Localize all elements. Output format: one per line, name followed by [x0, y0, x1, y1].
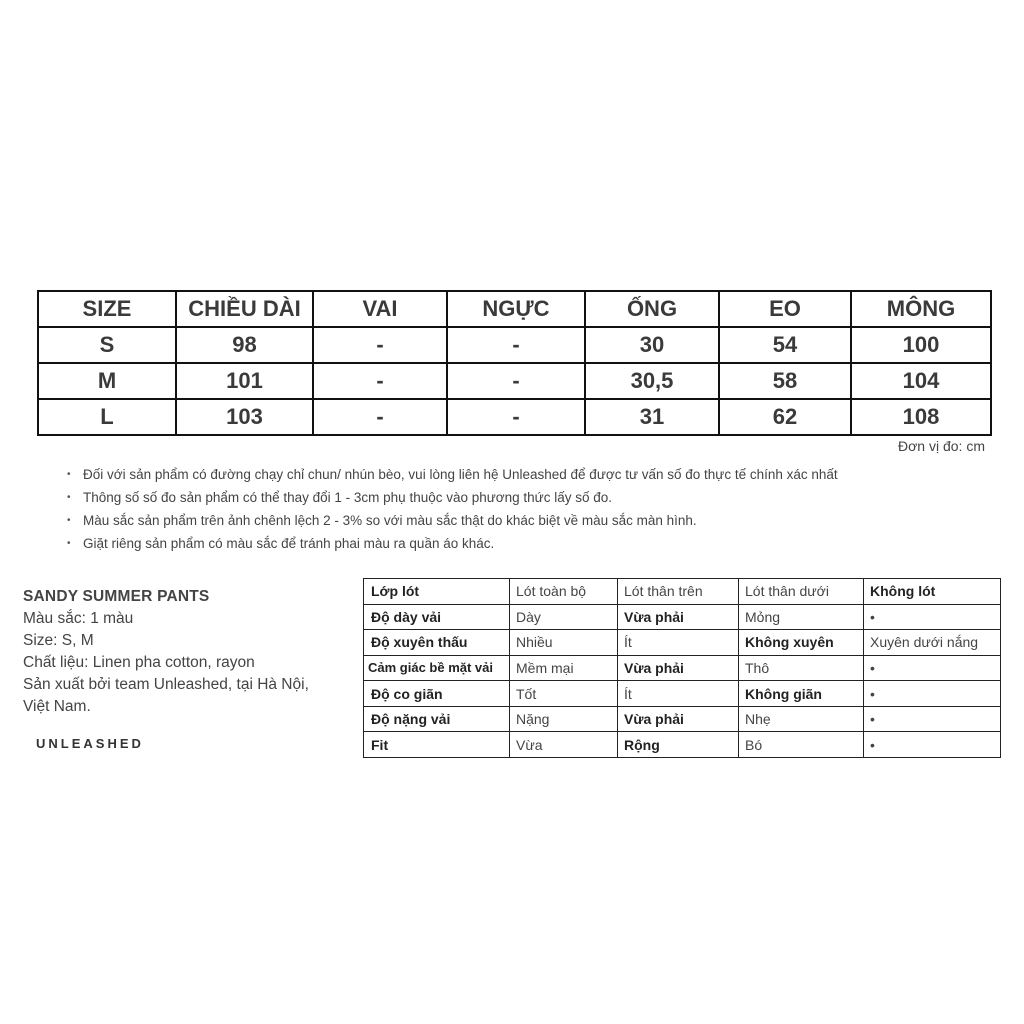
- fabric-row-stretch: [364, 681, 1001, 707]
- care-notes-list: [67, 464, 838, 556]
- product-sizes: Size: S, M: [23, 632, 94, 649]
- shoulder-cell: -: [313, 363, 447, 399]
- option-cell-selected: Không xuyên: [739, 630, 864, 656]
- header-leg-opening: ỐNG: [585, 291, 719, 327]
- option-cell: Thô: [739, 655, 864, 681]
- property-label: Độ xuyên thấu: [364, 630, 510, 656]
- bullet-icon: •: [67, 469, 71, 480]
- note-text: Giặt riêng sản phẩm có màu sắc để tránh phai màu ra quần áo khác.: [83, 536, 495, 551]
- length-cell: 98: [176, 327, 313, 363]
- fabric-row-sheerness: [364, 630, 1001, 656]
- header-chest: NGỰC: [447, 291, 585, 327]
- leg-opening-cell: 30: [585, 327, 719, 363]
- length-cell: 103: [176, 399, 313, 435]
- hip-cell: 100: [851, 327, 991, 363]
- option-cell: Vừa: [510, 732, 618, 758]
- option-cell: •: [864, 706, 1001, 732]
- option-cell-selected: Vừa phải: [618, 655, 739, 681]
- fabric-properties-table: [363, 578, 1001, 758]
- product-info: [23, 588, 363, 718]
- size-row-s: [38, 327, 991, 363]
- property-label: Cảm giác bề mặt vải: [364, 655, 510, 681]
- option-cell: Mỏng: [739, 604, 864, 630]
- option-cell-selected: Vừa phải: [618, 706, 739, 732]
- header-size: SIZE: [38, 291, 176, 327]
- option-cell: Dày: [510, 604, 618, 630]
- shoulder-cell: -: [313, 327, 447, 363]
- option-cell-selected: Không lót: [864, 579, 1001, 605]
- size-row-m: [38, 363, 991, 399]
- chest-cell: -: [447, 327, 585, 363]
- size-cell: S: [38, 327, 176, 363]
- header-shoulder: VAI: [313, 291, 447, 327]
- product-material: Chất liệu: Linen pha cotton, rayon: [23, 654, 255, 671]
- note-text: Màu sắc sản phẩm trên ảnh chênh lệch 2 - 3% so với màu sắc thật do khác biệt về màu sắc màn hình.: [83, 513, 697, 528]
- leg-opening-cell: 30,5: [585, 363, 719, 399]
- note-text: Thông số số đo sản phẩm có thể thay đổi 1 - 3cm phụ thuộc vào phương thức lấy số đo.: [83, 490, 612, 505]
- size-cell: L: [38, 399, 176, 435]
- note-item: [67, 464, 838, 487]
- chest-cell: -: [447, 399, 585, 435]
- option-cell: Ít: [618, 630, 739, 656]
- fabric-row-lining: [364, 579, 1001, 605]
- option-cell: Nhiều: [510, 630, 618, 656]
- fabric-row-weight: [364, 706, 1001, 732]
- option-cell: •: [864, 681, 1001, 707]
- size-chart-table: [37, 290, 992, 436]
- product-origin-line2: Việt Nam.: [23, 698, 91, 715]
- fabric-row-fit: [364, 732, 1001, 758]
- note-item: [67, 533, 838, 556]
- product-origin-line1: Sản xuất bởi team Unleashed, tại Hà Nội,: [23, 676, 309, 693]
- fabric-row-thickness: [364, 604, 1001, 630]
- waist-cell: 62: [719, 399, 851, 435]
- product-name: SANDY SUMMER PANTS: [23, 588, 210, 605]
- option-cell: Lót toàn bộ: [510, 579, 618, 605]
- waist-cell: 54: [719, 327, 851, 363]
- option-cell-selected: Vừa phải: [618, 604, 739, 630]
- size-cell: M: [38, 363, 176, 399]
- hip-cell: 104: [851, 363, 991, 399]
- product-color: Màu sắc: 1 màu: [23, 610, 134, 627]
- property-label: Độ dày vải: [364, 604, 510, 630]
- option-cell: Lót thân trên: [618, 579, 739, 605]
- shoulder-cell: -: [313, 399, 447, 435]
- property-label: Fit: [364, 732, 510, 758]
- header-length: CHIỀU DÀI: [176, 291, 313, 327]
- bullet-icon: •: [67, 515, 71, 526]
- chest-cell: -: [447, 363, 585, 399]
- option-cell: Ít: [618, 681, 739, 707]
- option-cell: Xuyên dưới nắng: [864, 630, 1001, 656]
- property-label: Độ co giãn: [364, 681, 510, 707]
- option-cell: Nhẹ: [739, 706, 864, 732]
- hip-cell: 108: [851, 399, 991, 435]
- waist-cell: 58: [719, 363, 851, 399]
- note-item: [67, 510, 838, 533]
- option-cell-selected: Rộng: [618, 732, 739, 758]
- note-text: Đối với sản phẩm có đường chạy chỉ chun/ nhún bèo, vui lòng liên hệ Unleashed để được tư vấn số đo thực tế chính xác nhất: [83, 467, 838, 482]
- fabric-row-surface-feel: [364, 655, 1001, 681]
- option-cell: Lót thân dưới: [739, 579, 864, 605]
- bullet-icon: •: [67, 492, 71, 503]
- option-cell-selected: Không giãn: [739, 681, 864, 707]
- note-item: [67, 487, 838, 510]
- option-cell: Mềm mại: [510, 655, 618, 681]
- option-cell: •: [864, 732, 1001, 758]
- option-cell: Nặng: [510, 706, 618, 732]
- size-row-l: [38, 399, 991, 435]
- option-cell: •: [864, 655, 1001, 681]
- measurement-unit: Đơn vị đo: cm: [898, 438, 985, 454]
- option-cell: •: [864, 604, 1001, 630]
- bullet-icon: •: [67, 538, 71, 549]
- length-cell: 101: [176, 363, 313, 399]
- option-cell: Bó: [739, 732, 864, 758]
- leg-opening-cell: 31: [585, 399, 719, 435]
- property-label: Lớp lót: [364, 579, 510, 605]
- brand-logo: UNLEASHED: [36, 736, 144, 751]
- option-cell: Tốt: [510, 681, 618, 707]
- size-chart-header-row: [38, 291, 991, 327]
- property-label: Độ nặng vải: [364, 706, 510, 732]
- header-hip: MÔNG: [851, 291, 991, 327]
- header-waist: EO: [719, 291, 851, 327]
